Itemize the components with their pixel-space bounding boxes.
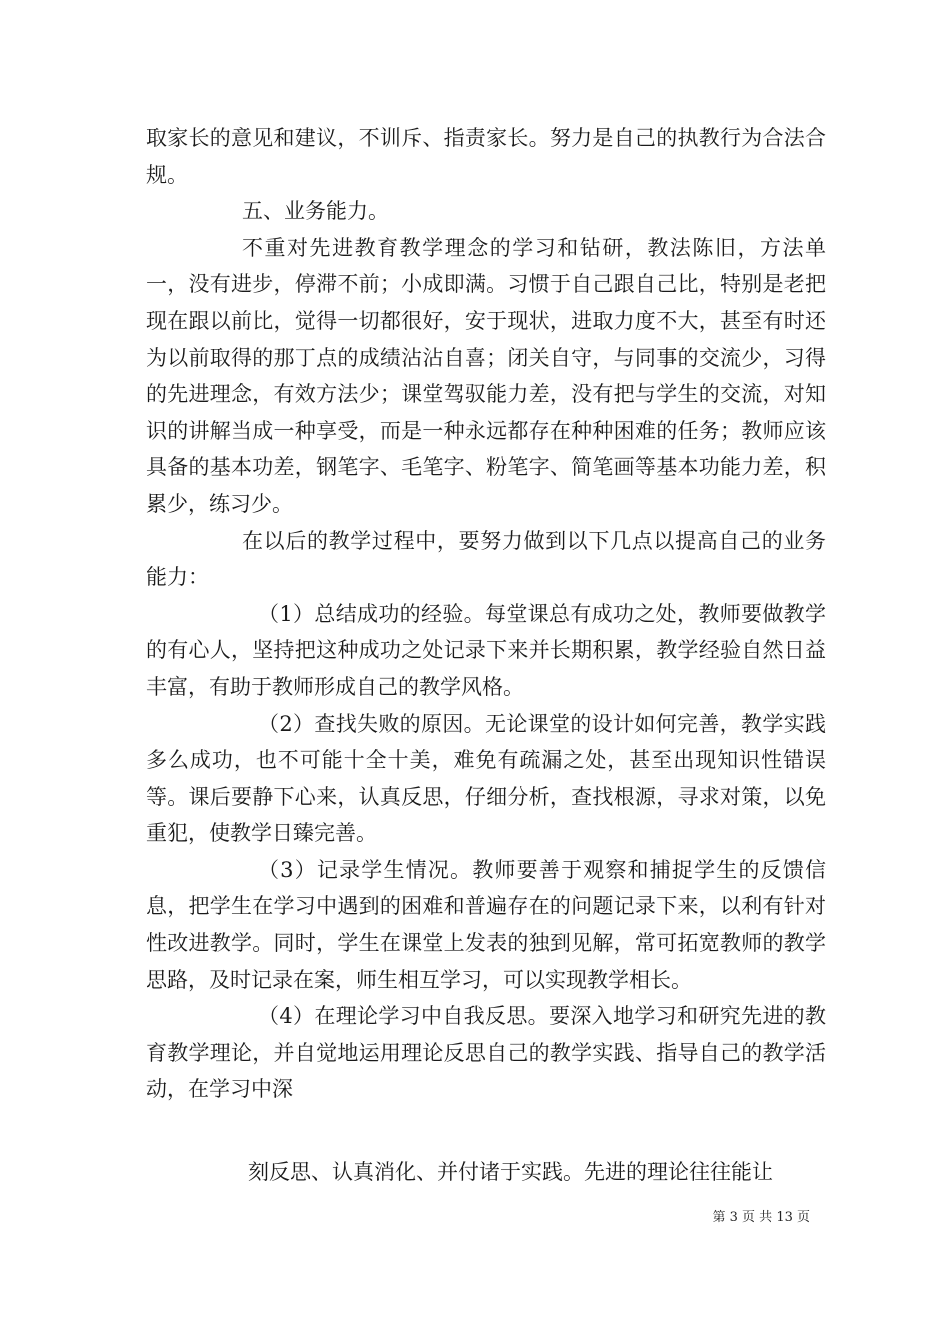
section-heading: 五、业务能力。: [242, 199, 389, 224]
paragraph-tail: 刻反思、认真消化、并付诸于实践。先进的理论往往能让: [248, 1160, 773, 1184]
page-footer: 第 3 页 共 13 页: [712, 1210, 810, 1225]
list-item-2: （2）查找失败的原因。无论课堂的设计如何完善，教学实践多么成功，也不可能十全十美，难免有疏漏之处，甚至出现知识性错误等。课后要静下心来，认真反思，仔细分析，查找根源，寻求对策，以免重犯，使教学日臻完善。: [146, 711, 826, 846]
body-text: [146, 120, 826, 1108]
paragraph: 在以后的教学过程中，要努力做到以下几点以提高自己的业务能力：: [146, 528, 826, 590]
list-item-4: （4）在理论学习中自我反思。要深入地学习和研究先进的教育教学理论，并自觉地运用理论反思自己的教学实践、指导自己的教学活动，在学习中深: [146, 1004, 826, 1102]
paragraph-continuation: 取家长的意见和建议，不训斥、指责家长。努力是自己的执教行为合法合规。: [146, 126, 826, 187]
paragraph: 不重对先进教育教学理念的学习和钻研，教法陈旧，方法单一，没有进步，停滞不前；小成即满。习惯于自己跟自己比，特别是老把现在跟以前比，觉得一切都很好，安于现状，进取力度不大，甚至有时还为以前取得的那丁点的成绩沾沾自喜；闭关自守，与同事的交流少，习得的先进理念，有效方法少；课堂驾驭能力差，没有把与学生的交流，对知识的讲解当成一种享受，而是一种永远都存在种种困难的任务；教师应该具备的基本功差，钢笔字、毛笔字、粉笔字、简笔画等基本功能力差，积累少，练习少。: [146, 235, 826, 516]
list-item-1: （1）总结成功的经验。每堂课总有成功之处，教师要做教学的有心人，坚持把这种成功之处记录下来并长期积累，教学经验自然日益丰富，有助于教师形成自己的教学风格。: [146, 601, 826, 699]
list-item-3: （3）记录学生情况。教师要善于观察和捕捉学生的反馈信息，把学生在学习中遇到的困难和普遍存在的问题记录下来，以利有针对性改进教学。同时，学生在课堂上发表的独到见解，常可拓宽教师的教学思路，及时记录在案，师生相互学习，可以实现教学相长。: [146, 857, 826, 992]
